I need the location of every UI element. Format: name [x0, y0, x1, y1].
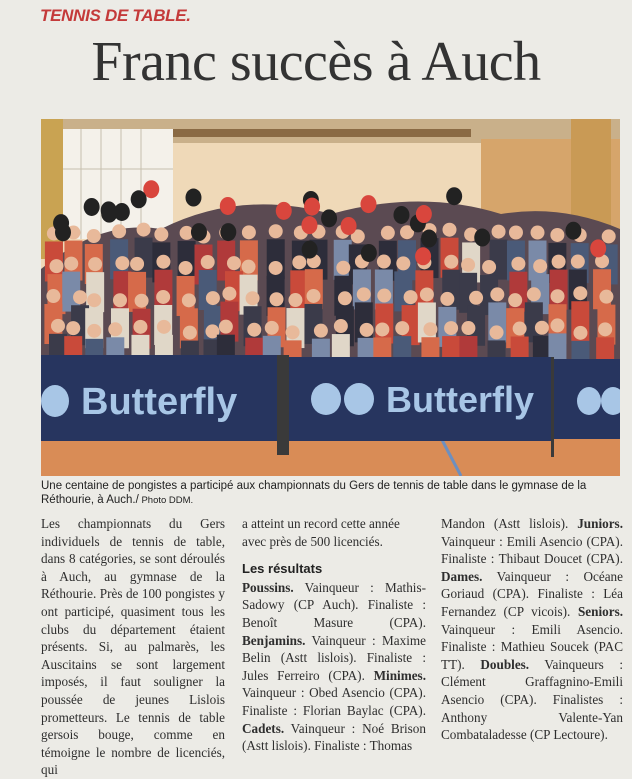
crowd-face — [527, 287, 541, 301]
headline: Franc succès à Auch — [91, 31, 541, 93]
paddle — [301, 216, 317, 234]
crowd-face — [509, 226, 523, 240]
crowd-face — [550, 228, 564, 242]
paddle — [415, 247, 431, 265]
crowd-face — [179, 261, 193, 275]
paddle — [302, 241, 318, 259]
crowd-face — [227, 256, 241, 270]
crowd-face — [573, 326, 587, 340]
crowd-face — [314, 324, 328, 338]
photo-credit: Photo DDM. — [138, 495, 194, 506]
article-column-1 — [41, 515, 225, 779]
crowd-face — [206, 291, 220, 305]
crowd-face — [531, 226, 545, 240]
crowd-face — [247, 323, 261, 337]
crowd-face — [154, 227, 168, 241]
crowd-face — [535, 321, 549, 335]
crowd-face — [112, 224, 126, 238]
crowd-face — [87, 229, 101, 243]
crowd-face — [377, 289, 391, 303]
result-category: Benjamins. — [242, 632, 306, 648]
crowd-face — [552, 255, 566, 269]
crowd-face — [395, 321, 409, 335]
crowd-face — [156, 255, 170, 269]
result-text: Vainqueur : Mathis-Sadowy (CP Auch). Finaliste : Benoît Masure (CPA). — [242, 579, 426, 630]
result-text: Vainqueur : Maxime Belin (Astt lislois). Finaliste : Jules Ferreiro (CPA). — [242, 632, 426, 683]
result-text: Vainqueur : Emili Asencio. Finaliste : Mathieu Soucek (PAC TT). — [441, 621, 623, 672]
result-category: Poussins. — [242, 579, 294, 595]
crowd-face — [490, 325, 504, 339]
crowd-face — [183, 326, 197, 340]
crowd-face — [88, 257, 102, 271]
paddle — [185, 189, 201, 207]
result-text: Vainqueur : Océane Goriaud (CPA). Finaliste : Léa Fernandez (CP vicois). — [441, 568, 623, 619]
result-text: Mandon (Astt lislois). — [441, 516, 578, 531]
crowd-face — [482, 260, 496, 274]
result-category: Juniors. — [577, 516, 623, 531]
crowd-face — [133, 320, 147, 334]
crowd-face — [444, 255, 458, 269]
paddle — [446, 187, 462, 205]
paddle — [114, 203, 130, 221]
crowd-face — [396, 256, 410, 270]
crowd-face — [336, 261, 350, 275]
paddle — [360, 195, 376, 213]
crowd-face — [270, 292, 284, 306]
crowd-face — [288, 293, 302, 307]
crowd-face — [246, 291, 260, 305]
paddle — [131, 190, 147, 208]
result-text: Vainqueur : Noé Brison (Astt lislois). Finaliste : Thomas — [242, 720, 426, 754]
crowd-face — [113, 293, 127, 307]
crowd-face — [550, 318, 564, 332]
crowd-face — [461, 258, 475, 272]
result-category: Cadets. — [242, 720, 285, 736]
crowd-face — [219, 320, 233, 334]
paddle — [55, 223, 71, 241]
crowd-face — [551, 289, 565, 303]
crowd-face — [265, 321, 279, 335]
crowd-face — [307, 289, 321, 303]
crowd-face — [598, 322, 612, 336]
crowd-face — [602, 229, 616, 243]
paddle — [590, 239, 606, 257]
crowd-face — [201, 255, 215, 269]
crowd-face — [533, 259, 547, 273]
crowd-face — [242, 225, 256, 239]
paddle — [421, 230, 437, 248]
crowd-face — [156, 290, 170, 304]
crowd-face — [508, 293, 522, 307]
result-category: Doubles. — [480, 656, 530, 672]
crowd-face — [599, 290, 613, 304]
banner-text-right: Butterfly — [386, 379, 535, 420]
crowd-face — [182, 293, 196, 307]
crowd-face — [338, 291, 352, 305]
crowd-face — [157, 320, 171, 334]
crowd-face — [49, 259, 63, 273]
banner-text-left: Butterfly — [81, 381, 238, 423]
crowd-figure — [490, 240, 508, 280]
crowd-face — [360, 323, 374, 337]
crowd-face — [443, 223, 457, 237]
crowd-face — [444, 321, 458, 335]
paddle — [565, 222, 581, 240]
crowd-face — [108, 322, 122, 336]
group-photo — [41, 119, 620, 476]
crowd-face — [492, 225, 506, 239]
results-list-continued — [441, 515, 623, 744]
paddle — [416, 205, 432, 223]
crowd-face — [334, 319, 348, 333]
crowd-face — [115, 256, 129, 270]
crowd-face — [269, 261, 283, 275]
crowd-face — [469, 291, 483, 305]
results-list — [242, 579, 426, 755]
crowd-face — [420, 287, 434, 301]
crowd-face — [490, 287, 504, 301]
result-category: Dames. — [441, 568, 483, 584]
crowd-face — [222, 287, 236, 301]
results-heading: Les résultats — [242, 561, 323, 577]
crowd-face — [461, 321, 475, 335]
crowd-face — [137, 223, 151, 237]
crowd-face — [571, 255, 585, 269]
paddle — [220, 197, 236, 215]
result-text: Vainqueur : Emili Asencio (CPA). Finaliste : Thibaut Doucet (CPA). — [441, 533, 623, 567]
paddle — [393, 206, 409, 224]
article-column-3 — [441, 515, 623, 744]
crowd-face — [292, 255, 306, 269]
crowd-face — [573, 286, 587, 300]
crowd-face — [440, 292, 454, 306]
paddle — [321, 209, 337, 227]
crowd-face — [269, 224, 283, 238]
crowd-face — [511, 257, 525, 271]
result-category: Seniors. — [577, 603, 623, 619]
crowd-face — [87, 293, 101, 307]
section-kicker: TENNIS DE TABLE. — [40, 6, 191, 25]
crowd-face — [51, 319, 65, 333]
result-text: Vainqueur : Obed Asencio (CPA). Finaliste : Florian Baylac (CPA). — [242, 685, 426, 718]
crowd-figure — [418, 302, 436, 342]
result-category: Minimes. — [373, 667, 426, 683]
crowd-face — [381, 226, 395, 240]
paddle — [84, 198, 100, 216]
paddle — [474, 229, 490, 247]
crowd-face — [46, 289, 60, 303]
paddle — [361, 244, 377, 262]
article-paragraph: Les championnats du Gers individuels de tennis de table, dans 8 catégories, se sont déroulés à Auch, au gymnase de la Réthourie. Près de 100 pongistes y ont participé, quasiment tous les clubs du département étaient présents. Si, au palmarès, les Auscitains se sont largement imposés, il faut souligner la poussée de jeunes Lislois prometteurs. Le tennis de table gersois bouge, comme en témoigne le nombre de licenciés, qui — [41, 516, 225, 778]
crowd-face — [423, 322, 437, 336]
crowd-face — [135, 294, 149, 308]
paddle — [276, 202, 292, 220]
result-text: Vainqueurs : Clément Graffagnino-Emili Asencio (CPA). Finalistes : Anthony Valente-Yan Combataladesse (CP Lectoure). — [441, 656, 623, 743]
caption-text: Une centaine de pongistes a participé aux championnats du Gers de tennis de table dans le gymnase de la Réthourie, à Auch./ — [41, 480, 587, 506]
crowd-face — [404, 290, 418, 304]
article-paragraph-continued: a atteint un record cette année avec près de 500 licenciés. — [242, 516, 400, 549]
crowd-face — [513, 322, 527, 336]
photo-caption — [41, 479, 621, 508]
crowd-face — [377, 255, 391, 269]
article-column-2 — [242, 515, 426, 755]
crowd-face — [242, 260, 256, 274]
crowd-face — [87, 324, 101, 338]
crowd-face — [130, 257, 144, 271]
paddle — [220, 223, 236, 241]
paddle — [304, 198, 320, 216]
crowd-face — [357, 287, 371, 301]
crowd-face — [375, 322, 389, 336]
crowd-face — [64, 257, 78, 271]
crowd-figure — [355, 302, 373, 342]
crowd-face — [66, 321, 80, 335]
crowd-face — [73, 290, 87, 304]
paddle — [191, 223, 207, 241]
paddle — [341, 217, 357, 235]
crowd-face — [286, 325, 300, 339]
